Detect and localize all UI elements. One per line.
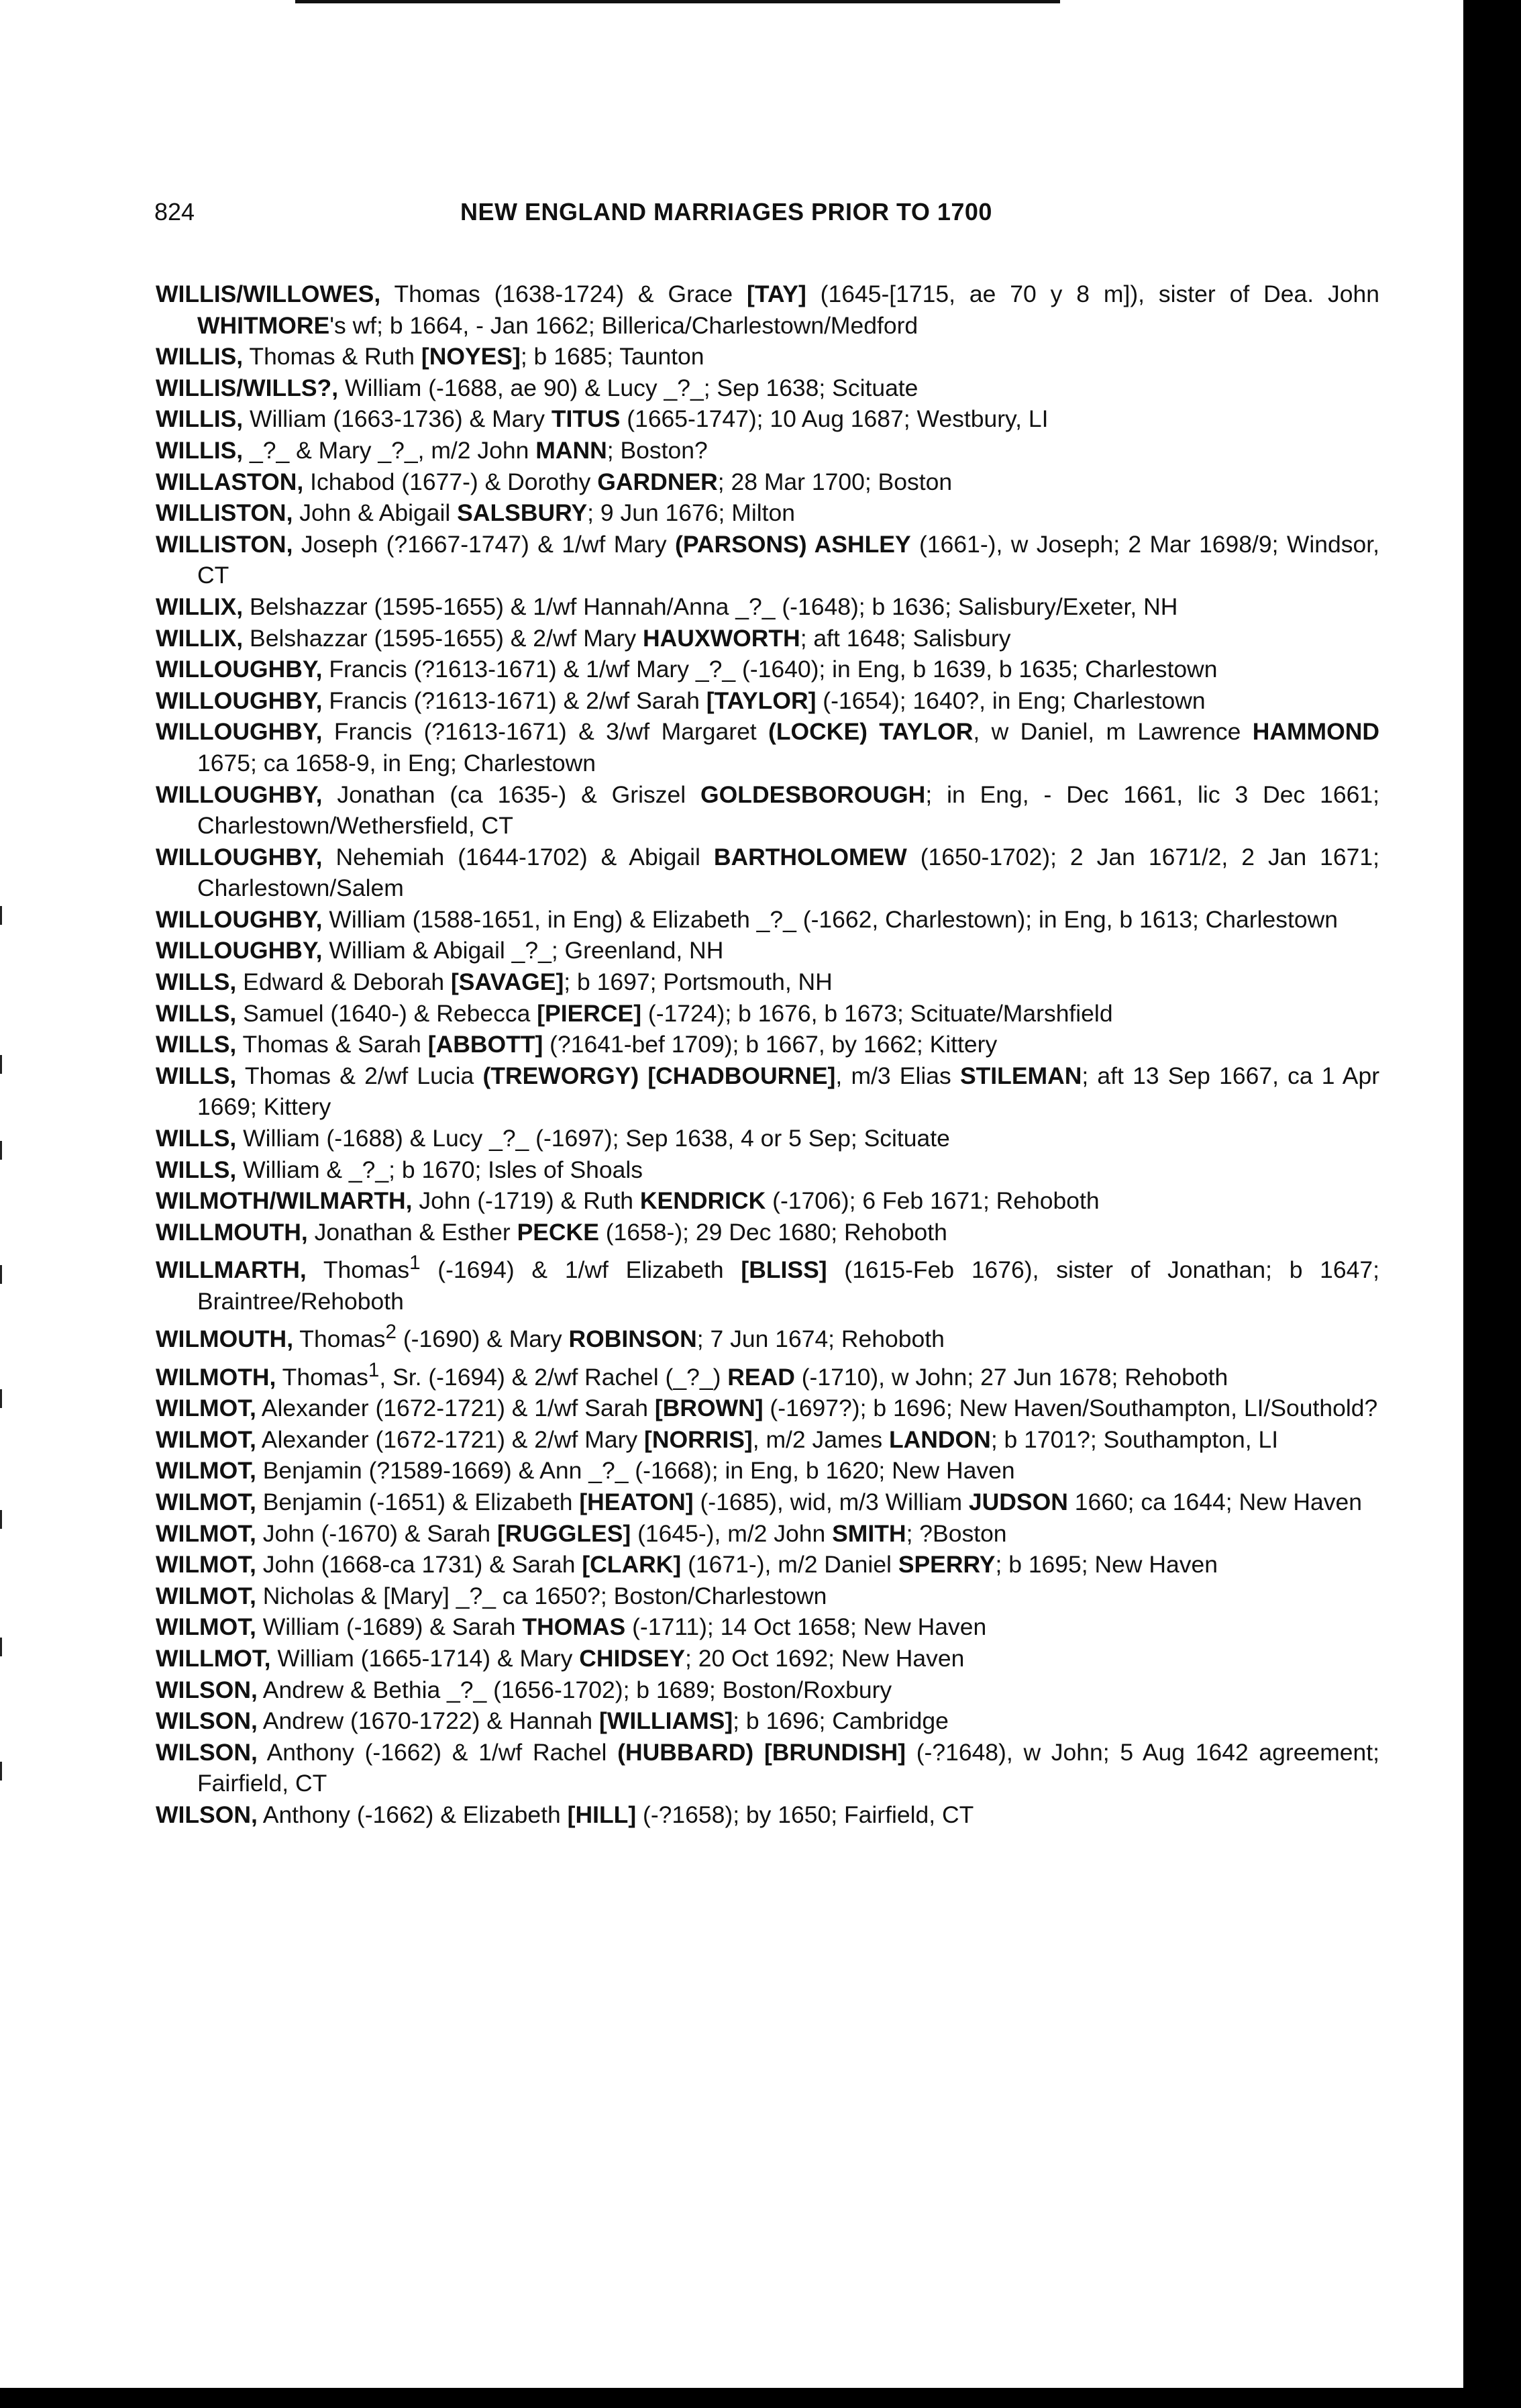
surname-text: SMITH (832, 1519, 906, 1547)
surname-text: WILMOTH/WILMARTH, (156, 1187, 413, 1215)
surname-text: WILLOUGHBY, (156, 905, 323, 933)
marriage-entry (156, 998, 1379, 1030)
surname-text: [HEATON] (579, 1489, 694, 1516)
entry-text: (?1641-bef 1709); b 1667, by 1662; Kittery (543, 1031, 998, 1058)
marriage-entry (156, 1029, 1379, 1060)
entry-text: (-?1658); by 1650; Fairfield, CT (636, 1801, 974, 1828)
marriage-entry (156, 1393, 1379, 1424)
marriage-entry (156, 685, 1379, 717)
entry-text: , m/2 James (752, 1425, 889, 1453)
entry-text: John (1668-ca 1731) & Sarah (256, 1551, 582, 1578)
surname-text: TITUS (551, 405, 621, 433)
surname-text: WILMOT, (156, 1613, 256, 1641)
entry-text: Francis (?1613-1671) & 2/wf Sarah (322, 687, 706, 714)
marriage-entry (156, 1518, 1379, 1550)
generation-superscript: 1 (368, 1358, 380, 1381)
marriage-entry (156, 623, 1379, 654)
surname-text: WILMOUTH, (156, 1325, 294, 1353)
surname-text: WILLS, (156, 1156, 237, 1183)
entry-text: ; b 1696; Cambridge (733, 1707, 949, 1735)
scan-bottom-border (0, 2388, 1521, 2408)
surname-text: (PARSONS) ASHLEY (675, 530, 911, 558)
surname-text: [RUGGLES] (497, 1519, 631, 1547)
marriage-entry (156, 1581, 1379, 1612)
entry-text: Andrew (1670-1722) & Hannah (257, 1707, 600, 1735)
surname-text: WILLIS, (156, 405, 244, 433)
entry-text: (1671-), m/2 Daniel (681, 1551, 898, 1578)
marriage-entry (156, 904, 1379, 936)
surname-text: WILLOUGHBY, (156, 843, 323, 870)
entry-text: Francis (?1613-1671) & 3/wf Margaret (322, 718, 769, 746)
running-head: NEW ENGLAND MARRIAGES PRIOR TO 1700 (460, 198, 992, 225)
entry-text: William & Abigail _?_; Greenland, NH (322, 937, 724, 964)
entry-text: (-1697?); b 1696; New Haven/Southampton, LI/Southold? (763, 1395, 1378, 1422)
surname-text: WILLS, (156, 999, 237, 1027)
surname-text: GOLDESBOROUGH (700, 781, 926, 808)
entry-text: , w Daniel, m Lawrence (973, 718, 1253, 746)
entry-text: Jonathan (ca 1635-) & Griszel (322, 781, 701, 808)
entry-text: Samuel (1640-) & Rebecca (236, 999, 537, 1027)
entry-text: 's wf; b 1664, - Jan 1662; Billerica/Charlestown/Medford (329, 311, 919, 339)
surname-text: STILEMAN (959, 1062, 1082, 1089)
marriage-entry (156, 966, 1379, 998)
surname-text: (HUBBARD) [BRUNDISH] (617, 1738, 906, 1766)
surname-text: WHITMORE (197, 311, 330, 339)
entry-text: (1615-Feb 1676), sister of Jonathan; b 1647; Braintree/Rehoboth (197, 1256, 1379, 1315)
entry-text: Benjamin (?1589-1669) & Ann _?_ (-1668); in Eng, b 1620; New Haven (256, 1457, 1015, 1485)
surname-text: WILLS, (156, 1031, 237, 1058)
surname-text: WILLS, (156, 968, 237, 996)
surname-text: WILLIS/WILLOWES, (156, 281, 381, 307)
marriage-entry (156, 1248, 1379, 1317)
marriage-entry (156, 1799, 1379, 1831)
marriage-entry (156, 779, 1379, 842)
entry-text: Benjamin (-1651) & Elizabeth (256, 1489, 580, 1516)
surname-text: [NORRIS] (644, 1425, 753, 1453)
surname-text: [TAYLOR] (706, 687, 817, 714)
surname-text: WILMOT, (156, 1519, 256, 1547)
surname-text: HAMMOND (1252, 718, 1379, 746)
entry-text: William (1588-1651, in Eng) & Elizabeth _?_ (-1662, Charlestown); in Eng, b 1613; Charlestown (322, 905, 1338, 933)
entry-text: ; b 1685; Taunton (520, 343, 704, 370)
entry-text: ; aft 1648; Salisbury (800, 624, 1011, 652)
generation-superscript: 2 (385, 1321, 397, 1344)
entry-text: (-1690) & Mary (396, 1325, 569, 1353)
surname-text: THOMAS (522, 1613, 626, 1641)
entry-text: Andrew & Bethia _?_ (1656-1702); b 1689; Boston/Roxbury (257, 1676, 892, 1703)
scan-right-border (1463, 0, 1521, 2408)
entry-text: (-1724); b 1676, b 1673; Scituate/Marshfield (641, 999, 1113, 1027)
marriage-entry (156, 1487, 1379, 1518)
surname-text: WILLMOUTH, (156, 1218, 308, 1246)
entry-text: Edward & Deborah (236, 968, 451, 996)
marriage-entry (156, 1737, 1379, 1799)
surname-text: [NOYES] (421, 343, 521, 370)
entry-text: Thomas (306, 1256, 410, 1284)
marriage-entry (156, 1455, 1379, 1487)
entry-text: ; in Eng, - Dec 1661, lic 3 Dec 1661; Charlestown/Wethersfield, CT (197, 781, 1379, 840)
entry-text: William (-1688, ae 90) & Lucy _?_; Sep 1638; Scituate (338, 374, 919, 401)
surname-text: WILMOTH, (156, 1363, 276, 1391)
entry-text: , Sr. (-1694) & 2/wf Rachel (_?_) (379, 1363, 728, 1391)
marriage-entry (156, 1154, 1379, 1186)
entry-text: Anthony (-1662) & 1/wf Rachel (257, 1738, 618, 1766)
marriage-entry (156, 1317, 1379, 1354)
marriage-entry (156, 1217, 1379, 1248)
marriage-entry (156, 372, 1379, 404)
surname-text: [WILLIAMS] (599, 1707, 733, 1735)
entry-text: (1661-), w Joseph; 2 Mar 1698/9; Windsor, CT (197, 530, 1379, 589)
surname-text: WILMOT, (156, 1457, 256, 1485)
surname-text: WILMOT, (156, 1582, 256, 1609)
surname-text: WILSON, (156, 1738, 258, 1766)
entry-text: ; 20 Oct 1692; New Haven (685, 1645, 965, 1672)
marriage-entry (156, 935, 1379, 966)
entry-text: ; b 1695; New Haven (995, 1551, 1218, 1578)
marriage-entry (156, 341, 1379, 372)
entry-text: Jonathan & Esther (307, 1218, 517, 1246)
entry-text: Nehemiah (1644-1702) & Abigail (322, 843, 714, 870)
surname-text: WILMOT, (156, 1425, 256, 1453)
page-number: 824 (154, 198, 195, 225)
entry-text: (1645-[1715, ae 70 y 8 m]), sister of Dea. John (806, 281, 1379, 307)
entry-text: Thomas (293, 1325, 386, 1353)
entry-text: (-?1648), w John; 5 Aug 1642 agreement; Fairfield, CT (197, 1738, 1379, 1797)
entry-text: Nicholas & [Mary] _?_ ca 1650?; Boston/Charlestown (256, 1582, 827, 1609)
marriage-entry (156, 1185, 1379, 1217)
entry-text: ; 7 Jun 1674; Rehoboth (696, 1325, 945, 1353)
entry-text: John (-1719) & Ruth (412, 1187, 640, 1215)
surname-text: WILLOUGHBY, (156, 937, 323, 964)
entry-text: William (-1688) & Lucy _?_ (-1697); Sep 1638, 4 or 5 Sep; Scituate (236, 1125, 950, 1152)
surname-text: SALSBURY (457, 499, 588, 527)
marriage-entry (156, 1355, 1379, 1393)
marriage-entry (156, 654, 1379, 685)
entry-text: Francis (?1613-1671) & 1/wf Mary _?_ (-1640); in Eng, b 1639, b 1635; Charlestown (322, 656, 1218, 683)
surname-text: (TREWORGY) [CHADBOURNE] (482, 1062, 836, 1089)
surname-text: READ (727, 1363, 795, 1391)
entry-text: , m/3 Elias (835, 1062, 960, 1089)
entry-text: ; b 1701?; Southampton, LI (990, 1425, 1279, 1453)
marriage-entry (156, 1611, 1379, 1643)
marriage-entry (156, 716, 1379, 779)
surname-text: [BROWN] (654, 1395, 764, 1422)
entry-text: William (1665-1714) & Mary (270, 1645, 580, 1672)
surname-text: WILMOT, (156, 1395, 256, 1422)
surname-text: WILLOUGHBY, (156, 656, 323, 683)
surname-text: LANDON (888, 1425, 991, 1453)
marriage-entry (156, 403, 1379, 435)
entry-text: ; Boston? (607, 436, 708, 464)
entry-text: Ichabod (1677-) & Dorothy (303, 468, 598, 495)
marriage-entry (156, 435, 1379, 466)
marriage-entry (156, 1060, 1379, 1123)
surname-text: WILLS, (156, 1125, 237, 1152)
surname-text: WILLOUGHBY, (156, 718, 323, 746)
marriage-entry (156, 1424, 1379, 1456)
surname-text: KENDRICK (639, 1187, 766, 1215)
entry-text: Alexander (1672-1721) & 2/wf Mary (256, 1425, 645, 1453)
marriage-entry (156, 1549, 1379, 1581)
surname-text: [TAY] (747, 281, 806, 307)
entry-text: ; 9 Jun 1676; Milton (587, 499, 795, 527)
entry-text: (-1654); 1640?, in Eng; Charlestown (816, 687, 1206, 714)
surname-text: SPERRY (898, 1551, 996, 1578)
entry-text: John (-1670) & Sarah (256, 1519, 498, 1547)
surname-text: WILLASTON, (156, 468, 304, 495)
surname-text: WILMOT, (156, 1551, 256, 1578)
entry-text: 1660; ca 1644; New Haven (1067, 1489, 1362, 1516)
surname-text: [PIERCE] (537, 999, 642, 1027)
entry-text: Anthony (-1662) & Elizabeth (257, 1801, 568, 1828)
surname-text: WILLOUGHBY, (156, 687, 323, 714)
marriage-entry (156, 1643, 1379, 1674)
marriage-entry (156, 591, 1379, 623)
surname-text: WILLIX, (156, 624, 244, 652)
surname-text: ROBINSON (568, 1325, 697, 1353)
entry-text: (-1711); 14 Oct 1658; New Haven (625, 1613, 987, 1641)
surname-text: WILLISTON, (156, 530, 293, 558)
surname-text: WILLIS/WILLS?, (156, 374, 339, 401)
surname-text: MANN (535, 436, 607, 464)
entry-text: (1650-1702); 2 Jan 1671/2, 2 Jan 1671; Charlestown/Salem (197, 843, 1379, 902)
surname-text: CHIDSEY (579, 1645, 686, 1672)
marriage-entry (156, 529, 1379, 591)
surname-text: WILLMARTH, (156, 1256, 307, 1284)
entry-text: John & Abigail (293, 499, 458, 527)
surname-text: PECKE (517, 1218, 599, 1246)
surname-text: [CLARK] (582, 1551, 682, 1578)
surname-text: WILLIS, (156, 343, 244, 370)
surname-text: [HILL] (567, 1801, 637, 1828)
surname-text: WILLIX, (156, 593, 244, 620)
surname-text: WILSON, (156, 1707, 258, 1735)
marriage-entry (156, 279, 1379, 341)
marriage-entry (156, 842, 1379, 904)
surname-text: WILLIS, (156, 436, 244, 464)
surname-text: (LOCKE) TAYLOR (768, 718, 974, 746)
entry-text: ; b 1697; Portsmouth, NH (564, 968, 833, 996)
entry-text: (-1710), w John; 27 Jun 1678; Rehoboth (794, 1363, 1228, 1391)
entry-text: Belshazzar (1595-1655) & 1/wf Hannah/Anna _?_ (-1648); b 1636; Salisbury/Exeter, NH (243, 593, 1178, 620)
entry-text: Thomas & 2/wf Lucia (236, 1062, 483, 1089)
entry-text: Thomas & Sarah (236, 1031, 428, 1058)
entry-text: William (1663-1736) & Mary (243, 405, 552, 433)
entry-text: (1665-1747); 10 Aug 1687; Westbury, LI (620, 405, 1049, 433)
entry-text: William & _?_; b 1670; Isles of Shoals (236, 1156, 643, 1183)
entry-text: Alexander (1672-1721) & 1/wf Sarah (256, 1395, 655, 1422)
scan-top-strip (295, 0, 1060, 3)
marriage-entry (156, 466, 1379, 498)
entry-text: (-1685), wid, m/3 William (693, 1489, 969, 1516)
surname-text: WILLMOT, (156, 1645, 271, 1672)
generation-superscript: 1 (409, 1252, 421, 1274)
entry-text: Belshazzar (1595-1655) & 2/wf Mary (243, 624, 643, 652)
surname-text: WILLISTON, (156, 499, 293, 527)
surname-text: WILLOUGHBY, (156, 781, 323, 808)
surname-text: WILSON, (156, 1676, 258, 1703)
entry-text: ; ?Boston (906, 1519, 1007, 1547)
surname-text: [ABBOTT] (427, 1031, 543, 1058)
surname-text: GARDNER (597, 468, 718, 495)
surname-text: HAUXWORTH (643, 624, 800, 652)
marriage-entries-list (156, 279, 1379, 1831)
entry-text: Joseph (?1667-1747) & 1/wf Mary (293, 530, 676, 558)
marriage-entry (156, 1705, 1379, 1737)
entry-text: Thomas (1638-1724) & Grace (380, 281, 747, 307)
marriage-entry (156, 497, 1379, 529)
surname-text: WILMOT, (156, 1489, 256, 1516)
entry-text: William (-1689) & Sarah (256, 1613, 523, 1641)
entry-text: Thomas & Ruth (243, 343, 421, 370)
surname-text: BARTHOLOMEW (713, 843, 907, 870)
entry-text: (1645-), m/2 John (631, 1519, 833, 1547)
surname-text: [SAVAGE] (450, 968, 564, 996)
entry-text: _?_ & Mary _?_, m/2 John (243, 436, 536, 464)
marriage-entry (156, 1674, 1379, 1706)
entry-text: 1675; ca 1658-9, in Eng; Charlestown (197, 749, 596, 776)
surname-text: [BLISS] (741, 1256, 827, 1284)
entry-text: ; 28 Mar 1700; Boston (717, 468, 953, 495)
entry-text: (1658-); 29 Dec 1680; Rehoboth (598, 1218, 947, 1246)
surname-text: WILSON, (156, 1801, 258, 1828)
entry-text: (-1694) & 1/wf Elizabeth (420, 1256, 741, 1284)
marriage-entry (156, 1123, 1379, 1154)
surname-text: WILLS, (156, 1062, 237, 1089)
entry-text: Thomas (276, 1363, 368, 1391)
entry-text: ; aft 13 Sep 1667, ca 1 Apr 1669; Kittery (197, 1062, 1380, 1121)
entry-text: (-1706); 6 Feb 1671; Rehoboth (766, 1187, 1100, 1215)
surname-text: JUDSON (968, 1489, 1068, 1516)
